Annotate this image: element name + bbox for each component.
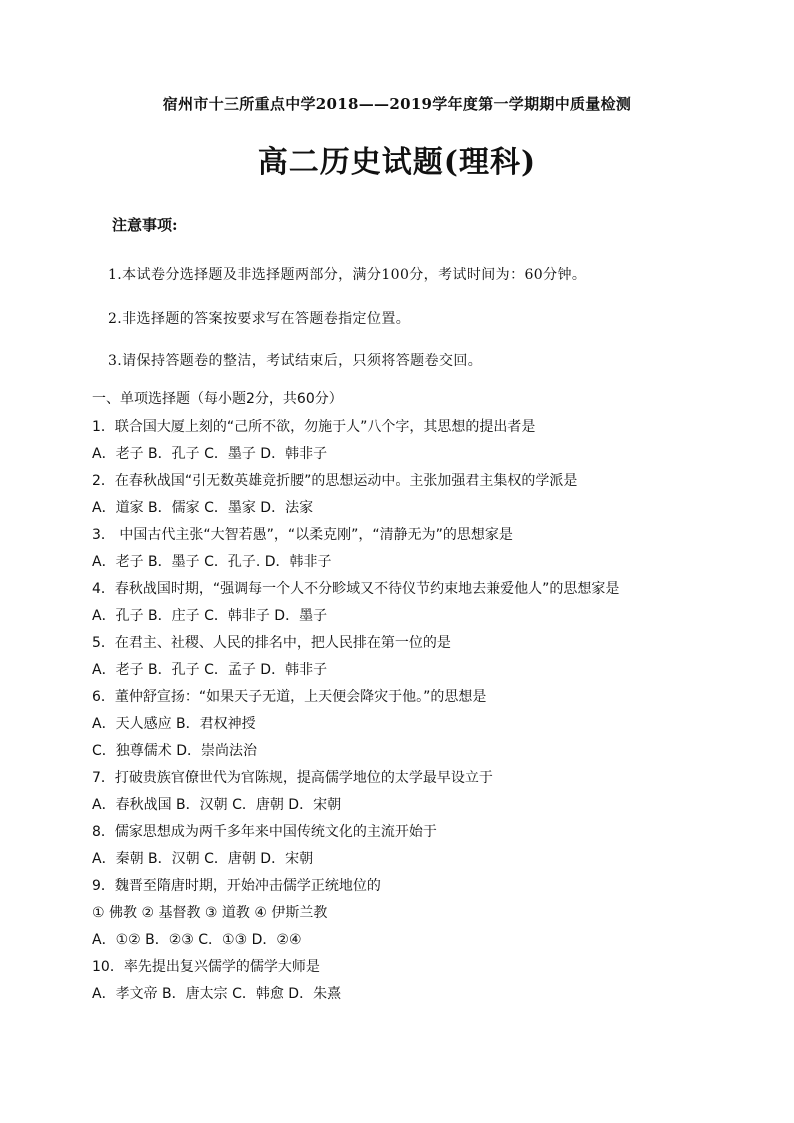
notice-item: 1.本试卷分选择题及非选择题两部分，满分100分，考试时间为：60分钟。 <box>108 267 587 283</box>
question-stem: 3． 中国古代主张“大智若愚”，“以柔克刚”，“清静无为”的思想家是 <box>92 527 513 543</box>
question-options: A．①② B．②③ C．①③ D．②④ <box>92 932 302 948</box>
notice-heading: 注意事项: <box>112 216 178 234</box>
school-header: 宿州市十三所重点中学2018——2019学年度第一学期期中质量检测 <box>162 95 632 113</box>
question-stem: 7．打破贵族官僚世代为官陈规，提高儒学地位的太学最早设立于 <box>92 770 493 786</box>
question-stem: 10．率先提出复兴儒学的儒学大师是 <box>92 959 320 975</box>
question-stem: 8．儒家思想成为两千多年来中国传统文化的主流开始于 <box>92 824 437 840</box>
question-options: C．独尊儒术 D．崇尚法治 <box>92 743 258 759</box>
question-stem: 4．春秋战国时期，“强调每一个人不分畛域又不待仪节约束地去兼爱他人”的思想家是 <box>92 581 620 597</box>
question-options: A．老子 B．孔子 C．孟子 D．韩非子 <box>92 662 328 678</box>
question-options: A．孔子 B．庄子 C．韩非子 D．墨子 <box>92 608 328 624</box>
question-stem: 5．在君主、社稷、人民的排名中，把人民排在第一位的是 <box>92 635 451 651</box>
question-options: A．道家 B．儒家 C．墨家 D．法家 <box>92 500 314 516</box>
question-options: ① 佛教 ② 基督教 ③ 道教 ④ 伊斯兰教 <box>92 905 328 921</box>
section-heading: 一、单项选择题（每小题2分，共60分） <box>92 391 343 407</box>
question-stem: 9．魏晋至隋唐时期，开始冲击儒学正统地位的 <box>92 878 381 894</box>
notice-item: 3.请保持答题卷的整洁，考试结束后，只须将答题卷交回。 <box>108 353 483 369</box>
exam-title: 高二历史试题(理科) <box>257 145 537 180</box>
question-options: A．老子 B．墨子 C．孔子. D．韩非子 <box>92 554 332 570</box>
notice-item: 2.非选择题的答案按要求写在答题卷指定位置。 <box>108 311 411 327</box>
question-options: A．天人感应 B．君权神授 <box>92 716 256 732</box>
question-stem: 6．董仲舒宣扬：“如果天子无道，上天便会降灾于他。”的思想是 <box>92 689 487 705</box>
question-options: A．老子 B．孔子 C．墨子 D．韩非子 <box>92 446 328 462</box>
question-options: A．春秋战国 B．汉朝 C．唐朝 D．宋朝 <box>92 797 342 813</box>
question-stem: 2．在春秋战国“引无数英雄竞折腰”的思想运动中。主张加强君主集权的学派是 <box>92 473 578 489</box>
question-options: A．秦朝 B．汉朝 C．唐朝 D．宋朝 <box>92 851 314 867</box>
question-stem: 1．联合国大厦上刻的“己所不欲，勿施于人”八个字，其思想的提出者是 <box>92 419 536 435</box>
question-options: A．孝文帝 B．唐太宗 C．韩愈 D．朱熹 <box>92 986 342 1002</box>
